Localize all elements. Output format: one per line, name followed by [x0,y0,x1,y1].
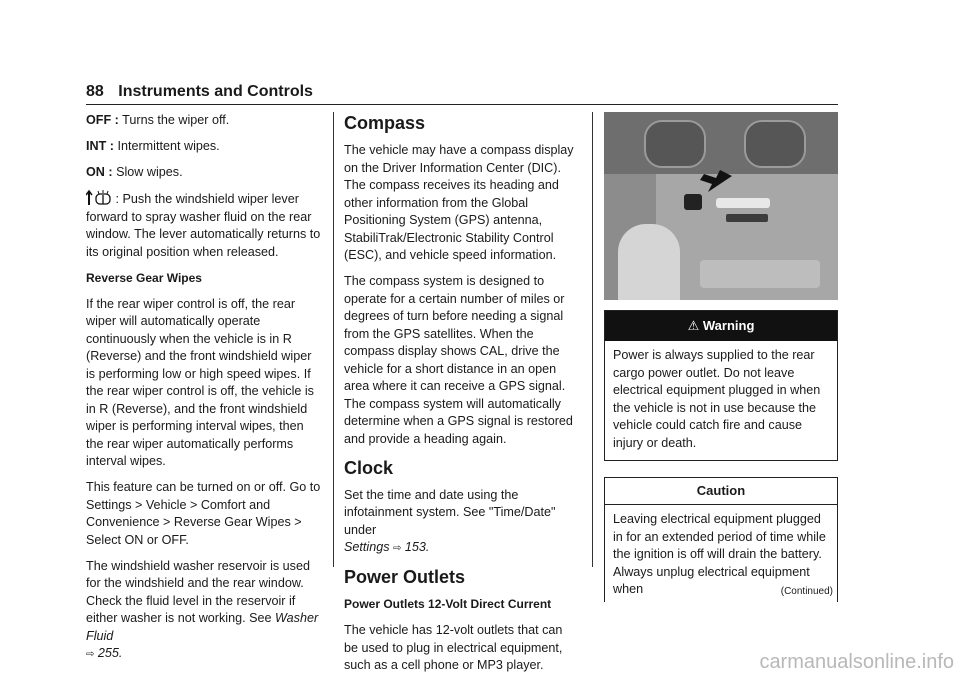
power-outlets-subheading: Power Outlets 12-Volt Direct Current [344,597,552,611]
watermark: carmanualsonline.info [759,651,954,673]
reservoir-paragraph [86,558,322,664]
column-right [604,112,838,602]
reservoir-text: The windshield washer reservoir is used for the windshield and the rear window. Check the fluid level in the reservoir if either washer is not working. See [86,558,310,625]
warning-text: Power is always supplied to the rear cargo power outlet. Do not leave electrical equipment plugged in when the vehicle is not in use because the vehicle could catch fire and cause injury or death. [613,348,821,450]
int-text: Intermittent wipes. [117,139,220,153]
reverse-paragraph-2: This feature can be turned on or off. Go to Settings > Vehicle > Comfort and Convenience > Reverse Gear Wipes > Select ON or OFF. [86,480,321,547]
compass-heading: Compass [344,113,426,133]
reverse-gear-heading: Reverse Gear Wipes [86,270,202,285]
page-ref-arrow-icon: ⇨ [393,543,402,554]
off-label: OFF : [86,113,119,127]
power-outlets-heading: Power Outlets [344,567,466,587]
column-divider [592,112,593,567]
column-divider [333,112,334,567]
settings-link[interactable]: Settings [344,540,390,554]
off-text: Turns the wiper off. [122,113,230,127]
clock-heading: Clock [344,457,394,478]
page-ref-arrow-icon: ⇨ [86,649,95,660]
column-left [86,112,322,672]
page-header [86,82,838,105]
caution-text: Leaving electrical equipment plugged in for an extended period of time while the ignition is off will drain the battery. Always unplug electrical equipment when [613,512,826,596]
caution-title: Caution [605,478,837,505]
on-text: Slow wipes. [116,165,183,179]
washer-fluid-page[interactable]: 255. [97,646,123,660]
wiper-off-item [86,112,322,130]
compass-paragraph-1: The vehicle may have a compass display on the Driver Information Center (DIC). The compass receives its heading and other information from the Global Positioning System (GPS) antenna, StabiliTrak/Electronic Stability Control (ESC), and vehicle speed information. [344,143,574,262]
warning-box [604,310,838,461]
compass-paragraph-2: The compass system is designed to operate for a certain number of miles or degrees of turn before needing a signal from the GPS satellites. When the compass display shows CAL, drive the vehicle for a short distance in an open area where it can receive a GPS signal. The compass system will automatically determine when a GPS signal is restored and provide a heading again. [344,274,573,446]
wiper-on-item [86,164,322,182]
section-title: Instruments and Controls [118,83,313,100]
power-outlet-photo [604,112,838,300]
washer-text: : Push the windshield wiper lever forward to spray washer fluid on the rear window. The lever automatically returns to its original position when released. [86,192,321,259]
caution-box [604,477,838,602]
warning-title: Warning [702,318,755,333]
wiper-int-item [86,138,322,156]
power-outlets-paragraph: The vehicle has 12-volt outlets that can be used to plug in electrical equipment, such as a cell phone or MP3 player. [344,623,563,672]
rear-washer-icon [86,190,112,206]
warning-icon: ⚠ [687,318,700,333]
clock-paragraph [344,487,578,558]
warning-header [605,311,837,341]
continued-label: (Continued) [780,585,833,597]
washer-item [86,190,322,261]
column-middle [344,112,578,683]
washer-fluid-link[interactable]: Washer Fluid [86,611,319,643]
page-number: 88 [86,83,104,100]
reverse-paragraph-1: If the rear wiper control is off, the rear wiper will automatically operate continuously when the vehicle is in R (Reverse) and the front windshield wiper is performing low or high speed wipes. If the rear wiper control is off, the vehicle is in R (Reverse), and the front windshield wiper is performing interval wipes, then the rear wiper automatically performs interval wipes. [86,296,314,468]
int-label: INT : [86,139,114,153]
pointer-arrow-icon [604,112,838,300]
clock-text: Set the time and date using the infotainment system. See "Time/Date" under [344,487,556,537]
settings-page[interactable]: 153. [404,540,430,554]
on-label: ON : [86,165,113,179]
